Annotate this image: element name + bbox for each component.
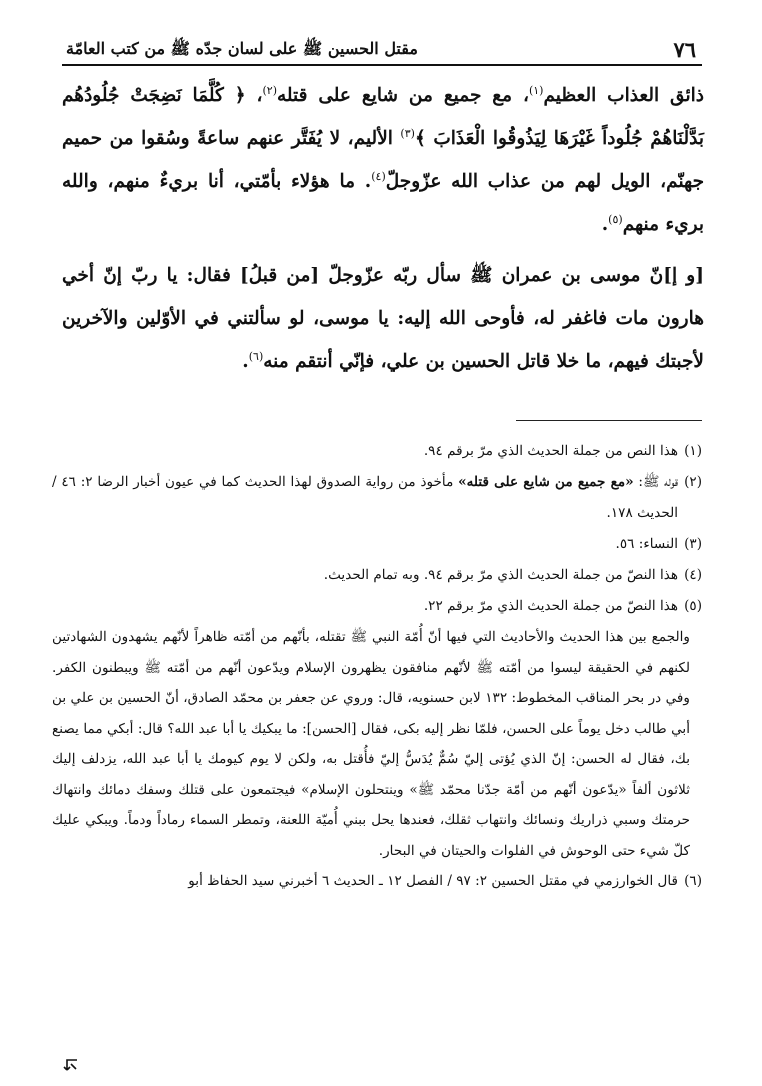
quoted-phrase: «مع جميع من شايع على قتله»	[458, 474, 634, 490]
quran-verse: ، ﴿ كُلَّمَا نَضِجَتْ جُلُودُهُم بَدَّلْنَاهُمْ جُلُوداً غَيْرَهَا لِيَذُوقُوا الْعَذَابَ ﴾	[62, 85, 704, 149]
footnote-text: قال الخوارزمي في مقتل الحسين ٢: ٩٧ / الفصل ١٢ ـ الحديث ٦ أخبرني سيد الحفاظ أبو	[188, 873, 679, 889]
footnote-5	[52, 591, 702, 622]
page-header	[62, 22, 700, 62]
main-text	[62, 74, 704, 383]
footnote-5-continued: والجمع بين هذا الحديث والأحاديث التي فيها أنّ أُمّة النبي ﷺ تقتله، بأنّهم من أمّته ظاهراً لأنّهم يشهدون الشهادتين لكنهم في الحقيقة ليسوا من أمّته ﷺ لأنّهم منافقون يظهرون الإسلام ويدّعون أنّهم من أمّته ﷺ ويبطنون الكفر. وفي در بحر المناقب المخطوط: ١٣٢ لابن حسنويه، قال: وروي عن جعفر بن محمّد الصادق، أنّ الحسين بن علي بن أبي طالب دخل يوماً على الحسن، فلمّا نظر إليه بكى، فقال [الحسن]: ما يبكيك يا أبا عبد الله؟ قال: أبكي مما يصنع بك، فقال له الحسن: إنّ الذي يُؤتى إليّ سُمٌّ يُدَسُّ إليّ فأُقتل به، ولكن لا يوم كيومك يا أبا عبد الله، يزدلف إليك ثلاثون ألفاً «يدّعون أنّهم من أمّة جدّنا محمّد ﷺ» وينتحلون الإسلام» فيجتمعون على قتلك وسفك دمائك وانتهاك حرمتك وسبي ذراريك ونسائك وانتهاب ثقلك، فعندها يحل ببني أُميّة اللعنة، وتمطر السماء رماداً ودماً. ويبكي عليك كلّ شيء حتى الوحوش في الفلوات والحيتان في البحار.	[52, 629, 690, 859]
footnote-number: (١)	[684, 443, 702, 459]
footnotes	[52, 436, 702, 897]
footnote-4	[52, 560, 702, 591]
footnote-ref-1: (١)	[528, 83, 544, 97]
footnote-number: (٦)	[684, 873, 702, 889]
footnote-text: النساء: ٥٦.	[615, 536, 679, 552]
footnote-ref-5: (٥)	[608, 212, 623, 226]
footnote-6	[52, 866, 702, 897]
footnote-text: هذا النص من جملة الحديث الذي مرّ برقم ٩٤.	[423, 443, 679, 459]
footnote-text: قوله ﷺ: «مع جميع من شايع على قتله» مأخوذ من رواية الصدوق لهذا الحديث كما في عيون أخبار الرضا ٢: ٤٦ / الحديث ١٧٨.	[52, 474, 679, 521]
footnote-ref-3: (٣)	[400, 126, 415, 140]
footnote-1	[52, 436, 702, 467]
main-paragraph-2: [و إ]نّ موسى بن عمران ﷺ سأل ربّه عزّوجلّ [من قبلُ] فقال: يا ربّ إنّ أخي هارون مات فاغفر له، فأوحى الله إليه: يا موسى، لو سألتني في الأوّلين والآخرين لأجبتك فيهم، ما خلا قاتل الحسين بن علي، فإنّي أنتقم منه$^{(٦)}$.	[62, 265, 704, 372]
footnote-ref-4: (٤)	[371, 169, 386, 183]
footnote-text: هذا النصّ من جملة الحديث الذي مرّ برقم ٩٤. وبه تمام الحديث.	[323, 567, 679, 583]
footnote-ref-6: (٦)	[248, 349, 264, 363]
footnote-2	[52, 467, 702, 529]
footnote-text: هذا النصّ من جملة الحديث الذي مرّ برقم ٢٢.	[423, 598, 679, 614]
footnote-3	[52, 529, 702, 560]
header-rule	[62, 64, 702, 66]
footnote-ref-2: (٢)	[262, 83, 277, 97]
footnote-separator	[516, 420, 702, 421]
continuation-arrow-icon	[62, 1056, 80, 1074]
footnote-number: (٣)	[684, 536, 702, 552]
footnote-number: (٥)	[684, 598, 702, 614]
page-number: ٧٦	[673, 37, 696, 62]
footnote-number: (٤)	[684, 567, 702, 583]
main-paragraph-1: ذائق العذاب العظيم$^{(١)}$، مع جميع من شايع على قتله$^{(٢)}$، ﴿ كُلَّمَا نَضِجَتْ جُلُودُهُم بَدَّلْنَاهُمْ جُلُوداً غَيْرَهَا لِيَذُوقُوا الْعَذَابَ ﴾$^{(٣)}$ الأليم، لا يُفَتَّر عنهم ساعةً وسُقوا من حميم جهنّم، الويل لهم من عذاب الله عزّوجلّ$^{(٤)}$. ما هؤلاء بأمّتي، أنا بريءٌ منهم، والله بريء منهم$^{(٥)}$.	[62, 83, 704, 235]
footnote-number: (٢)	[684, 474, 702, 490]
running-title: مقتل الحسين ﷺ على لسان جدّه ﷺ من كتب العامّة	[66, 39, 418, 58]
